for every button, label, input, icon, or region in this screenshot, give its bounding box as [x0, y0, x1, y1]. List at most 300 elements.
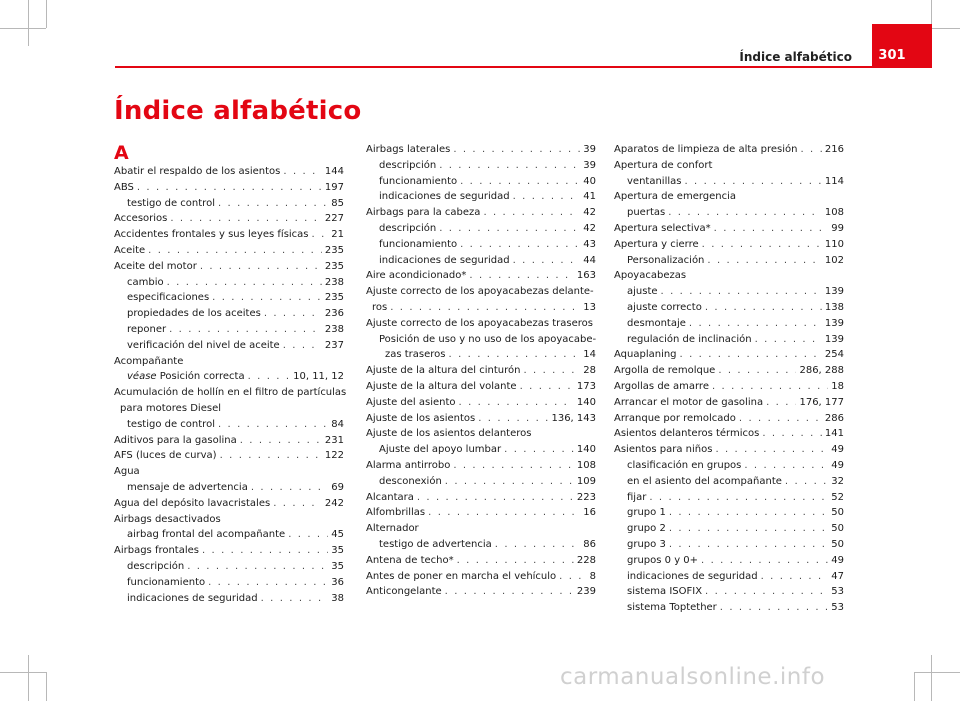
index-entry-label: funcionamiento	[379, 175, 458, 187]
index-entry-label: funcionamiento	[127, 576, 206, 588]
dot-leader	[761, 569, 829, 585]
index-entry	[614, 505, 844, 521]
index-entry-label: clasificación en grupos	[627, 459, 742, 471]
index-entry-label: reponer	[127, 323, 167, 335]
index-entry	[366, 458, 596, 474]
index-entry	[366, 253, 596, 269]
index-entry	[614, 584, 844, 600]
dot-leader	[283, 338, 322, 354]
dot-leader	[469, 268, 574, 284]
index-heading: Apertura de confort	[614, 159, 713, 171]
dot-leader	[702, 237, 822, 253]
index-entry-label: grupo 2	[627, 523, 666, 535]
index-heading: Agua	[114, 466, 140, 478]
dot-leader	[439, 221, 580, 237]
index-entry-page: 28	[583, 365, 596, 377]
index-heading: para motores Diesel	[120, 402, 221, 414]
dot-leader	[513, 189, 581, 205]
index-entry-page: 236	[324, 308, 344, 320]
index-entry-page: 235	[324, 292, 344, 304]
index-entry-label: Personalización	[627, 254, 705, 266]
index-entry-page: 53	[831, 586, 844, 598]
index-entry-label: testigo de control	[127, 418, 215, 430]
index-entry-page: 99	[831, 222, 844, 234]
index-entry	[614, 490, 844, 506]
index-entry-page: 163	[576, 270, 596, 282]
dot-leader	[273, 496, 322, 512]
index-entry	[614, 174, 844, 190]
index-entry-text: Posición correcta	[159, 371, 245, 383]
index-heading: Posición de uso y no uso de los apoyacabe-	[379, 333, 597, 345]
index-entry	[366, 268, 596, 284]
index-entry-page: 49	[831, 459, 844, 471]
dot-leader	[457, 553, 574, 569]
dot-leader	[800, 142, 821, 158]
index-entry-page: 40	[583, 175, 596, 187]
index-heading: Acompañante	[114, 355, 184, 367]
index-entry	[366, 584, 596, 600]
index-entry-page: 52	[831, 491, 844, 503]
dot-leader	[439, 158, 580, 174]
crop-mark	[46, 672, 47, 701]
index-entry-label: indicaciones de seguridad	[127, 592, 258, 604]
dot-leader	[148, 243, 322, 259]
index-entry	[614, 142, 844, 158]
index-entry	[614, 237, 844, 253]
index-entry	[366, 158, 596, 174]
index-heading: Acumulación de hollín en el filtro de partículas	[114, 387, 347, 399]
index-entry-page: 235	[324, 260, 344, 272]
dot-leader	[453, 142, 580, 158]
index-entry-label: desmontaje	[627, 317, 686, 329]
dot-leader	[218, 196, 328, 212]
dot-leader	[137, 180, 322, 196]
dot-leader	[523, 363, 580, 379]
index-entry-label: Ajuste de los asientos	[366, 412, 476, 424]
index-entry-label: Asientos delanteros térmicos	[614, 428, 760, 440]
index-entry-page: 49	[831, 444, 844, 456]
index-entry-page: 223	[576, 491, 596, 503]
dot-leader	[684, 174, 821, 190]
index-entry-page: 86	[583, 538, 596, 550]
dot-leader	[669, 537, 828, 553]
dot-leader	[460, 237, 580, 253]
index-entry	[114, 227, 344, 243]
dot-leader	[449, 347, 581, 363]
index-entry	[614, 316, 844, 332]
index-entry-page: 42	[583, 207, 596, 219]
index-entry-label: descripción	[379, 159, 437, 171]
index-entry-label: Aceite	[114, 244, 146, 256]
index-entry-label: Argollas de amarre	[614, 380, 709, 392]
dot-leader	[520, 379, 574, 395]
index-entry-label: ABS	[114, 181, 134, 193]
index-entry	[114, 448, 344, 464]
index-heading: Ajuste correcto de los apoyacabezas traseros	[366, 317, 593, 329]
index-entry-page: 141	[824, 428, 844, 440]
index-entry	[366, 174, 596, 190]
index-entry-page: 38	[331, 592, 344, 604]
dot-leader	[701, 553, 828, 569]
index-entry	[366, 237, 596, 253]
index-entry-label: Anticongelante	[366, 586, 442, 598]
index-entry-label: Arranque por remolcado	[614, 412, 736, 424]
index-entry	[114, 196, 344, 212]
index-heading: Apertura de emergencia	[614, 191, 737, 203]
index-entry-page: 35	[331, 560, 344, 572]
dot-leader	[559, 569, 586, 585]
header-rule	[115, 66, 872, 68]
index-entry-page: 32	[831, 475, 844, 487]
dot-leader	[445, 584, 574, 600]
index-entry-page: 114	[824, 175, 844, 187]
index-heading: Apoyacabezas	[614, 270, 687, 282]
index-entry-label: Alfombrillas	[366, 507, 426, 519]
index-entry-page: 140	[576, 396, 596, 408]
index-entry	[114, 591, 344, 607]
index-entry	[614, 363, 844, 379]
index-entry-label: zas traseros	[385, 349, 446, 361]
index-entry	[366, 569, 596, 585]
index-entry-page: 53	[831, 602, 844, 614]
index-entry	[366, 205, 596, 221]
index-entry-page: 227	[324, 213, 344, 225]
index-entry-label: grupo 3	[627, 538, 666, 550]
index-entry	[366, 537, 596, 553]
index-entry-label: Arrancar el motor de gasolina	[614, 396, 764, 408]
index-entry	[366, 189, 596, 205]
dot-leader	[668, 205, 822, 221]
crop-mark	[46, 0, 47, 28]
index-entry-page: 108	[824, 207, 844, 219]
dot-leader	[288, 527, 328, 543]
index-entry	[614, 442, 844, 458]
index-entry-page: 110	[824, 238, 844, 250]
index-entry-label: Alarma antirrobo	[366, 459, 451, 471]
index-entry	[614, 426, 844, 442]
dot-leader	[495, 537, 580, 553]
index-entry	[614, 347, 844, 363]
dot-leader	[208, 575, 328, 591]
index-entry	[114, 559, 344, 575]
index-column-2	[366, 142, 596, 600]
index-entry	[614, 411, 844, 427]
index-entry-page: 144	[324, 166, 344, 177]
index-entry	[114, 496, 344, 512]
index-entry-page: 139	[824, 317, 844, 329]
index-entry-label: Accidentes frontales y sus leyes físicas	[114, 229, 309, 241]
index-entry-page: 122	[324, 450, 344, 462]
dot-leader	[264, 306, 322, 322]
index-entry	[114, 322, 344, 338]
index-entry	[366, 300, 596, 316]
dot-leader	[212, 290, 322, 306]
index-entry-page: 41	[583, 191, 596, 203]
index-entry-page: 173	[576, 380, 596, 392]
index-entry-label: AFS (luces de curva)	[114, 450, 217, 462]
crop-mark	[931, 655, 932, 701]
index-entry-page: 139	[824, 333, 844, 345]
watermark-text: carmanualsonline.info	[560, 664, 826, 690]
index-entry-label: Argolla de remolque	[614, 365, 716, 377]
index-entry-label: Ajuste del asiento	[366, 396, 456, 408]
index-entry-label: testigo de advertencia	[379, 538, 492, 550]
index-entry-label: indicaciones de seguridad	[627, 570, 758, 582]
index-entry	[614, 521, 844, 537]
index-entry-label: cambio	[127, 276, 164, 288]
index-entry-page: 136, 143	[551, 412, 596, 424]
index-entry-page: 140	[576, 444, 596, 456]
index-entry-label: Ajuste del apoyo lumbar	[379, 444, 502, 456]
section-letter: A	[114, 142, 129, 164]
dot-leader	[169, 322, 322, 338]
index-entry	[366, 553, 596, 569]
index-entry-page: 109	[576, 475, 596, 487]
dot-leader	[390, 300, 580, 316]
index-entry	[614, 569, 844, 585]
index-entry	[114, 306, 344, 322]
index-entry	[614, 221, 844, 237]
dot-leader	[483, 205, 580, 221]
dot-leader	[715, 442, 828, 458]
index-heading: Ajuste de los asientos delanteros	[366, 428, 532, 440]
dot-leader	[705, 300, 822, 316]
index-entry	[114, 290, 344, 306]
index-entry-page: 39	[583, 159, 596, 171]
index-entry-label: ros	[372, 301, 388, 313]
crop-mark	[914, 672, 915, 701]
index-entry	[614, 474, 844, 490]
crop-mark	[0, 28, 46, 29]
index-entry	[114, 243, 344, 259]
index-entry	[114, 259, 344, 275]
index-entry-page: 138	[824, 301, 844, 313]
dot-leader	[459, 395, 574, 411]
index-entry-label: Apertura y cierre	[614, 238, 699, 250]
index-entry	[114, 433, 344, 449]
index-entry-page: 216	[824, 144, 844, 155]
dot-leader	[187, 559, 328, 575]
index-entry-page: 35	[331, 545, 344, 557]
index-entry-page: 108	[576, 459, 596, 471]
index-entry-page: 50	[831, 507, 844, 519]
index-entry-label: mensaje de advertencia	[127, 481, 248, 493]
running-header-title: Índice alfabético	[739, 50, 852, 64]
index-entry-label: Aquaplaning	[614, 349, 677, 361]
index-entry-label: Asientos para niños	[614, 444, 713, 456]
index-entry-page: 286, 288	[799, 365, 844, 377]
index-entry-page: 44	[583, 254, 596, 266]
index-entry	[114, 575, 344, 591]
dot-leader	[744, 458, 828, 474]
index-entry	[114, 338, 344, 354]
see-reference: véase	[127, 371, 157, 383]
index-entry-page: 239	[576, 586, 596, 598]
index-entry-label: Antena de techo*	[366, 554, 454, 566]
index-entry-page: 39	[583, 144, 596, 155]
index-entry-page: 45	[331, 529, 344, 541]
dot-leader	[707, 253, 822, 269]
index-entry-page: 21	[331, 229, 344, 241]
index-entry-page: 139	[824, 286, 844, 298]
index-entry-page: 16	[583, 507, 596, 519]
index-entry-label: Antes de poner en marcha el vehículo	[366, 570, 557, 582]
dot-leader	[240, 433, 322, 449]
index-entry-label: grupos 0 y 0+	[627, 554, 699, 566]
dot-leader	[718, 363, 796, 379]
index-entry	[114, 275, 344, 291]
page-title: Índice alfabético	[114, 96, 362, 126]
dot-leader	[283, 164, 322, 180]
index-entry-label	[127, 369, 245, 385]
index-entry	[614, 537, 844, 553]
dot-leader	[428, 505, 580, 521]
index-entry-label: Ajuste de la altura del cinturón	[366, 365, 521, 377]
index-entry-label: sistema Toptether	[627, 602, 717, 614]
crop-mark	[0, 672, 46, 673]
index-entry-page: 49	[831, 554, 844, 566]
index-entry-label: regulación de inclinación	[627, 333, 752, 345]
index-entry-page: 242	[324, 497, 344, 509]
index-entry	[114, 417, 344, 433]
index-entry-page: 176, 177	[799, 396, 844, 408]
index-entry-page: 14	[583, 349, 596, 361]
dot-leader	[417, 490, 574, 506]
index-entry	[114, 543, 344, 559]
index-entry-label: airbag frontal del acompañante	[127, 529, 286, 541]
index-entry-label: verificación del nivel de aceite	[127, 339, 280, 351]
dot-leader	[712, 379, 828, 395]
dot-leader	[202, 543, 328, 559]
dot-leader	[167, 275, 322, 291]
index-entry	[366, 142, 596, 158]
index-entry-page: 47	[831, 570, 844, 582]
index-entry-page: 286	[824, 412, 844, 424]
index-entry-page: 42	[583, 222, 596, 234]
index-entry-page: 228	[576, 554, 596, 566]
index-entry-page: 237	[324, 339, 344, 351]
index-entry-label: Apertura selectiva*	[614, 222, 711, 234]
index-entry-page: 238	[324, 323, 344, 335]
dot-leader	[705, 584, 828, 600]
index-heading: Ajuste correcto de los apoyacabezas delante-	[366, 286, 594, 298]
index-entry-label: Aire acondicionado*	[366, 270, 467, 282]
index-entry-page: 102	[824, 254, 844, 266]
dot-leader	[714, 221, 829, 237]
dot-leader	[680, 347, 822, 363]
index-entry	[614, 284, 844, 300]
index-entry-label: indicaciones de seguridad	[379, 191, 510, 203]
dot-leader	[312, 227, 329, 243]
index-entry-label: sistema ISOFIX	[627, 586, 703, 598]
dot-leader	[661, 284, 822, 300]
dot-leader	[453, 458, 574, 474]
index-entry-label: ventanillas	[627, 175, 682, 187]
dot-leader	[720, 600, 828, 616]
dot-leader	[762, 426, 822, 442]
index-entry-page: 197	[324, 181, 344, 193]
index-entry	[114, 180, 344, 196]
index-entry	[614, 553, 844, 569]
index-entry	[114, 527, 344, 543]
index-entry	[614, 300, 844, 316]
index-entry-label: Ajuste de la altura del volante	[366, 380, 517, 392]
index-entry	[114, 369, 344, 385]
dot-leader	[220, 448, 322, 464]
index-entry-label: Abatir el respaldo de los asientos	[114, 166, 281, 177]
index-entry-label: puertas	[627, 207, 666, 219]
dot-leader	[478, 411, 548, 427]
index-entry-label: Aditivos para la gasolina	[114, 434, 237, 446]
dot-leader	[755, 332, 822, 348]
index-entry-page: 231	[324, 434, 344, 446]
index-entry	[614, 205, 844, 221]
index-entry	[614, 395, 844, 411]
index-entry-label: ajuste correcto	[627, 301, 702, 313]
index-entry-label: especificaciones	[127, 292, 210, 304]
dot-leader	[739, 411, 822, 427]
index-entry	[114, 164, 344, 180]
index-entry-page: 69	[331, 481, 344, 493]
index-entry-page: 36	[331, 576, 344, 588]
index-entry-label: propiedades de los aceites	[127, 308, 261, 320]
index-entry-label: Airbags frontales	[114, 545, 199, 557]
index-column-1	[114, 142, 347, 606]
index-entry-label: grupo 1	[627, 507, 666, 519]
index-entry-label: testigo de control	[127, 197, 215, 209]
index-entry-label: fijar	[627, 491, 647, 503]
dot-leader	[669, 521, 828, 537]
index-entry	[614, 253, 844, 269]
index-entry-page: 84	[331, 418, 344, 430]
dot-leader	[649, 490, 828, 506]
index-entry-page: 50	[831, 523, 844, 535]
index-entry-label: Airbags laterales	[366, 144, 451, 155]
index-entry-page: 8	[589, 570, 596, 582]
dot-leader	[200, 259, 322, 275]
index-entry-page: 18	[831, 380, 844, 392]
dot-leader	[766, 395, 796, 411]
dot-leader	[445, 474, 574, 490]
dot-leader	[513, 253, 581, 269]
dot-leader	[689, 316, 822, 332]
index-entry-page: 85	[331, 197, 344, 209]
dot-leader	[218, 417, 328, 433]
crop-mark	[914, 672, 960, 673]
index-entry-label: Alcantara	[366, 491, 414, 503]
index-entry-label: en el asiento del acompañante	[627, 475, 782, 487]
page-number: 301	[878, 48, 906, 63]
index-entry-page: 43	[583, 238, 596, 250]
index-entry	[114, 480, 344, 496]
index-heading: Airbags desactivados	[114, 513, 221, 525]
dot-leader	[504, 442, 574, 458]
index-entry	[366, 379, 596, 395]
index-entry	[366, 395, 596, 411]
index-entry-label: indicaciones de seguridad	[379, 254, 510, 266]
dot-leader	[460, 174, 580, 190]
index-entry	[366, 347, 596, 363]
index-entry-page: 50	[831, 538, 844, 550]
index-entry	[366, 411, 596, 427]
dot-leader	[248, 369, 291, 385]
index-entry-page: 254	[824, 349, 844, 361]
index-entry-label: Agua del depósito lavacristales	[114, 497, 271, 509]
dot-leader	[669, 505, 828, 521]
index-entry	[366, 442, 596, 458]
index-entry	[366, 474, 596, 490]
index-entry	[614, 600, 844, 616]
